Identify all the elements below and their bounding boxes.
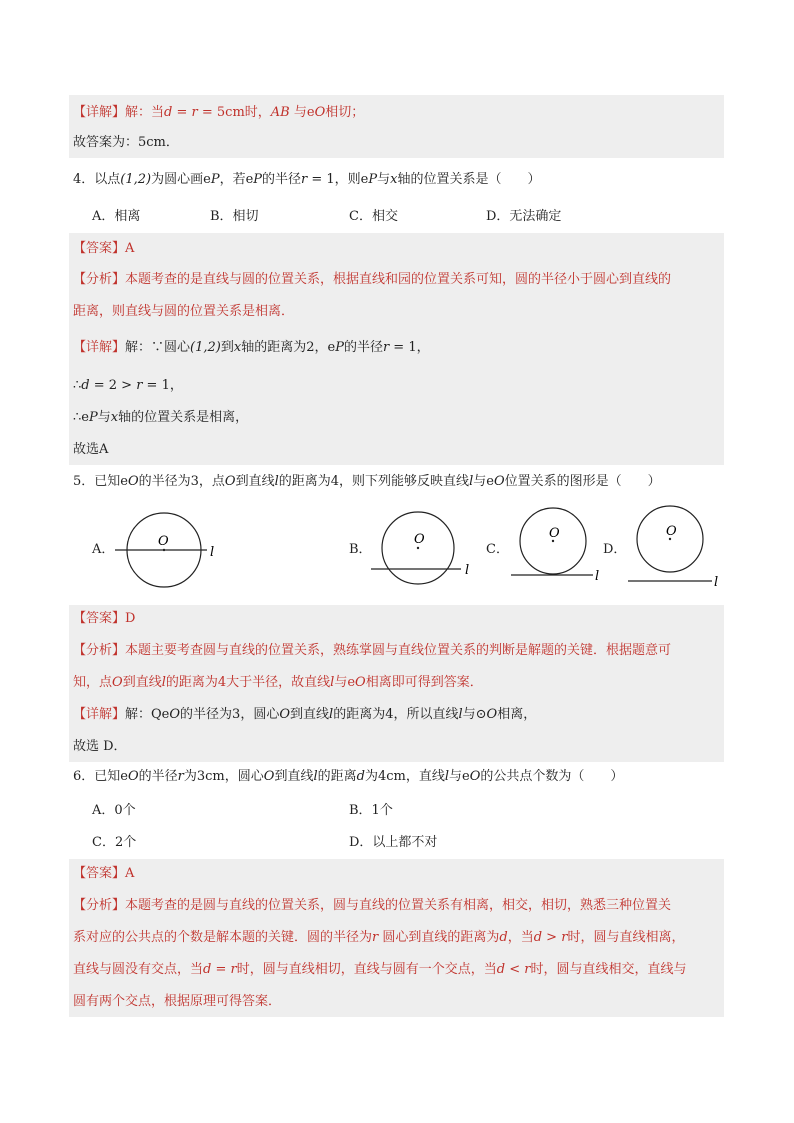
fig-a-center-label: O (158, 534, 169, 549)
analysis-line: 圆有两个交点，根据原理可得答案． (73, 994, 282, 1009)
detail-text: 解：当d = r = 5cm时，AB 与eO相切； (125, 105, 365, 120)
question-5-option-d-label[interactable]: D． (603, 542, 627, 557)
fig-b-center-label: O (414, 532, 425, 547)
question-4-option-d[interactable]: D．无法确定 (486, 209, 562, 224)
figure-c-circle-line-diagram (505, 505, 605, 585)
question-6-option-c[interactable]: C．2个 (92, 835, 137, 850)
fig-c-center-label: O (549, 526, 560, 541)
fig-d-center-label: O (666, 524, 677, 539)
analysis-line: 系对应的公共点的个数是解本题的关键．圆的半径为r 圆心到直线的距离为d，当d > r时，圆与直线相离， (73, 930, 685, 945)
figure-d-circle-line-diagram (622, 505, 724, 590)
fig-c-line-label: l (595, 569, 600, 584)
question-6-option-b[interactable]: B．1个 (349, 803, 393, 818)
fig-b-line-label: l (465, 563, 470, 578)
solution-box-q4 (69, 233, 724, 465)
detail-box-q3 (69, 95, 724, 158)
question-6-option-a[interactable]: A．0个 (92, 803, 136, 818)
detail-line: ∴eP与x轴的位置关系是相离， (73, 410, 249, 425)
analysis-line: 【分析】本题考查的是直线与圆的位置关系，根据直线和园的位置关系可知，圆的半径小于圆心到直线的 (73, 272, 672, 287)
question-5-stem: 5．已知eO的半径为3，点O到直线l的距离为4，则下列能够反映直线l与eO位置关系的图形是（ ） (73, 474, 661, 489)
question-4-option-b[interactable]: B．相切 (210, 209, 259, 224)
question-4-option-c[interactable]: C．相交 (349, 209, 398, 224)
analysis-line: 知，点O到直线l的距离为4大于半径，故直线l与eO相离即可得到答案． (73, 675, 483, 690)
detail-line (73, 104, 364, 122)
question-6-stem: 6．已知eO的半径r为3cm，圆心O到直线l的距离d为4cm，直线l与eO的公共点个数为（ ） (73, 769, 624, 784)
solution-box-q6 (69, 859, 724, 1017)
fig-d-line-label: l (714, 575, 719, 590)
detail-label: 【详解】 (73, 105, 126, 120)
question-5-option-a-label[interactable]: A． (92, 542, 115, 557)
question-5-option-b-label[interactable]: B． (349, 542, 372, 557)
question-6-option-d[interactable]: D．以上都不对 (349, 835, 438, 850)
question-4-option-a[interactable]: A．相离 (92, 209, 141, 224)
analysis-line: 【分析】本题主要考查圆与直线的位置关系，熟练掌圆与直线位置关系的判断是解题的关键．根据题意可 (73, 643, 672, 658)
detail-line: 【详解】解：∵圆心(1,2)到x轴的距离为2，eP的半径r = 1， (73, 340, 430, 355)
figure-b-circle-line-diagram (365, 508, 480, 588)
question-5-option-c-label[interactable]: C． (486, 542, 509, 557)
analysis-line: 距离，则直线与圆的位置关系是相离． (73, 304, 295, 319)
answer-line: 【答案】D (73, 611, 136, 626)
answer-line: 【答案】A (73, 866, 135, 881)
answer-line: 【答案】A (73, 241, 135, 256)
detail-line: 【详解】解：QeO的半径为3，圆心O到直线l的距离为4，所以直线l与⊙O相离， (73, 707, 537, 722)
analysis-line: 直线与圆没有交点，当d = r时，圆与直线相切，直线与圆有一个交点，当d < r时，圆与直线相交，直线与 (73, 962, 687, 977)
question-4-stem: 4．以点(1,2)为圆心画eP，若eP的半径r = 1，则eP与x轴的位置关系是（ ） (73, 172, 541, 187)
answer-conclusion: 故选 D． (73, 739, 127, 754)
detail-line: ∴d = 2 > r = 1， (73, 378, 183, 393)
answer-conclusion: 故选A (73, 442, 109, 457)
solution-box-q5 (69, 605, 724, 762)
answer-conclusion: 故答案为：5cm． (73, 135, 179, 150)
analysis-line: 【分析】本题考查的是圆与直线的位置关系，圆与直线的位置关系有相离，相交，相切，熟悉三种位置关 (73, 898, 672, 913)
figure-a-circle-line-diagram (110, 505, 225, 590)
fig-a-line-label: l (210, 545, 215, 560)
